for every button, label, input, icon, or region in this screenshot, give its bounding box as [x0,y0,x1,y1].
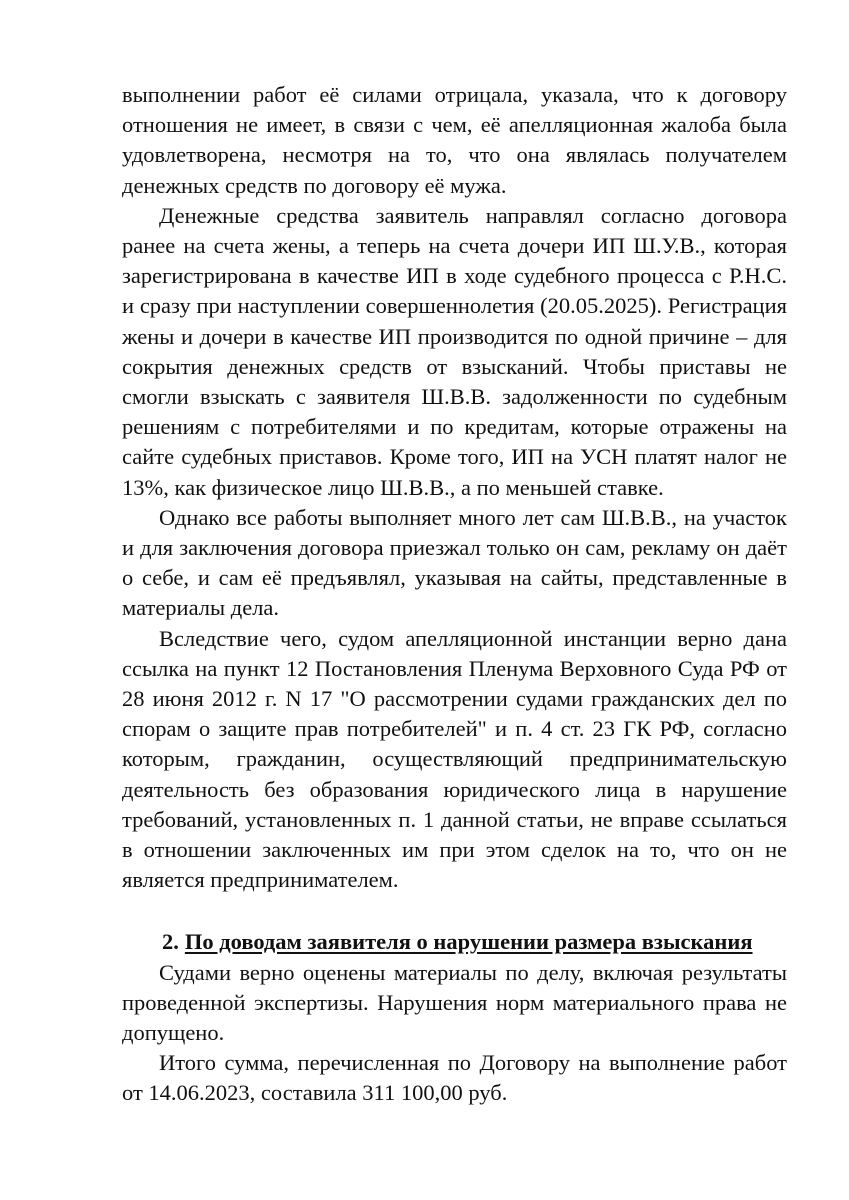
paragraph-appeal-reference: Вследствие чего, судом апелляционной инстанции верно дана ссылка на пункт 12 Постановления Пленума Верховного Суда РФ от 28 июня 2012 г. N 17 "О рассмотрении судами гражданских дел по спорам о защите прав потребителей" и п. 4 ст. 23 ГК РФ, согласно которым, гражданин, осуществляющий предпринимательскую деятельность без образования юридического лица в нарушение требований, установленных п. 1 данной статьи, не вправе ссылаться в отношении заключенных им при этом сделок на то, что он не является предпринимателем. [122,625,787,893]
section-heading [122,926,787,958]
section-number: 2. [162,928,179,954]
paragraph-works-performed: Однако все работы выполняет много лет сам Ш.В.В., на участок и для заключения договора приезжал только он сам, рекламу он даёт о себе, и сам её предъявлял, указывая на сайты, представленные в материалы дела. [122,504,787,621]
paragraph-continuation: выполнении работ её силами отрицала, указала, что к договору отношения не имеет, в связи с чем, её апелляционная жалоба была удовлетворена, несмотря на то, что она являлась получателем денежных средств по договору её мужа. [122,82,787,198]
paragraph-total-sum: Итого сумма, перечисленная по Договору на выполнение работ от 14.06.2023, составила 311 100,00 руб. [122,1050,787,1106]
paragraph-funds-transfer: Денежные средства заявитель направлял согласно договора ранее на счета жены, а теперь на счета дочери ИП Ш.У.В., которая зарегистрирована в качестве ИП в ходе судебного процесса с Р.Н.С. и сразу при наступлении совершеннолетия (20.05.2025). Регистрация жены и дочери в качестве ИП производится по одной причине – для сокрытия денежных средств от взысканий. Чтобы приставы не смогли взыскать с заявителя Ш.В.В. задолженности по судебным решениям с потребителями и по кредитам, которые отражены на сайте судебных приставов. Кроме того, ИП на УСН платят налог не 13%, как физическое лицо Ш.В.В., а по меньшей ставке. [122,202,787,500]
section-title: По доводам заявителя о нарушении размера взыскания [184,928,753,954]
document-page [122,80,787,1109]
section-spacer [122,895,787,925]
paragraph-materials-assessed: Судами верно оценены материалы по делу, включая результаты проведенной экспертизы. Нарушения норм материального права не допущено. [122,959,787,1046]
